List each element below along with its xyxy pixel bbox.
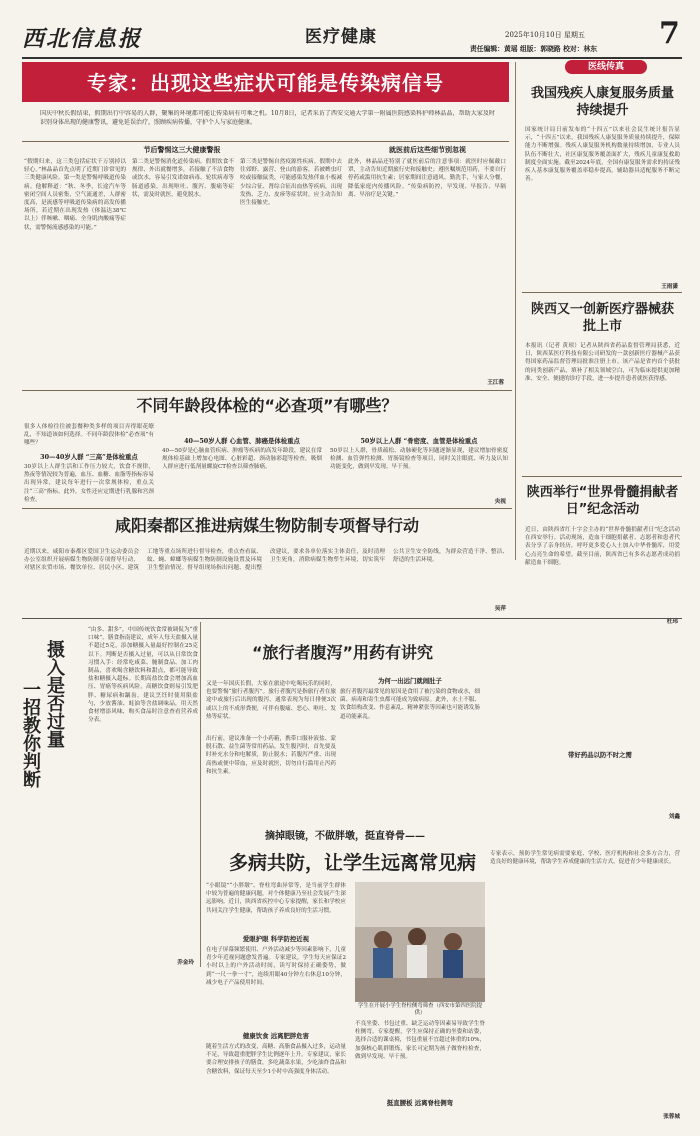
stroke-vertical-title2: 摄入是否过量: [44, 640, 65, 748]
stroke-body-right: “由多、甜多”，中国传统饮食常被调侃为“重口味”。膳食指南建议，成年人每天盐摄入量不超过5克，添加糖摄入量最好控制在25克以下。判断是否摄入过量，可以从日常饮食习惯入手：经常吃咸菜、腌制食品、加工肉制品，喜欢喝含糖饮料和甜点，都可能导致盐和糖摄入超标。长期高盐饮食会增加高血压、胃癌等疾病风险，高糖饮食则易引发肥胖、糖尿病和龋齿。建议烹饪时使用限盐勺，少放酱油、蚝油等含盐调味品，用天然食材增添风味，购买食品时注意查看营养成分表。: [88, 627, 198, 724]
lead-intro-rule: [22, 141, 509, 142]
lead-col3: 第三类是警惕自然疫源性疾病。假期中去往郊野、露营、登山的游客，若被蜱虫叮咬或接触鼠类，可能感染发热伴血小板减少综合征、肾综合征出血热等疾病，出现发热、乏力、皮疹等症状时，应主动告知医生接触史。: [240, 159, 342, 207]
chronic-col5: 专家表示，预防学生常见病需要家庭、学校、医疗机构和社会多方合力，营造良好的健康环境，帮助学生养成健康的生活方式，促进青少年健康成长。: [490, 851, 680, 866]
chronic-author: 张蓉城: [663, 1114, 680, 1120]
chronic-title: 多病共防，让学生远离常见病: [228, 852, 476, 874]
exam-top-rule: [22, 390, 512, 391]
masthead-rule: [22, 57, 682, 59]
lead-col1: “假期归来，这三类包括症状千万别掉以轻心。”林晶晶首先点明了近期门诊常见的三类健康风险。第一类是警惕呼吸道传染病。他解释道：“秋、冬季，长途汽车等密闭空间人员密集，空气流通差，人群密度高，是流感等呼吸道传染病的高发传播场所。若近期在出现发热（体温达38℃以上）伴咳嗽、咽痛、全身肌肉酸痛等症状，需警惕流感感染的可能。”: [24, 159, 126, 231]
section-name: 医疗健康: [305, 27, 377, 47]
designer: 组版：郭晓路: [519, 45, 561, 53]
middle-section-rule: [22, 618, 682, 619]
proofreader: 校对：林东: [563, 45, 598, 53]
rc-article1-title: 我国残疾人康复服务质量持续提升: [530, 86, 674, 118]
travel-author: 刘鑫: [668, 814, 680, 820]
lead-sub2: 就医前后这些细节别忽视: [389, 145, 466, 154]
weekday: 星期五: [563, 31, 585, 39]
chronic-col1: “小眼镜”“小胖墩”、脊柱弯曲异常等，是当前学生群体中较为普遍的健康问题，对个体健康乃至社会发展产生深远影响。近日，陕西省疾控中心专家提醒，家长和学校应共同关注学生健康，帮助孩子养成良好的生活习惯。: [206, 883, 346, 914]
travel-title: “旅行者腹泻”用药有讲究: [251, 643, 434, 662]
exam-author: 央视: [494, 499, 506, 505]
rc-article1-body: 国家统计局日前发布的“十四五”以来社会民生统计报告显示，“十四五”以来，我国残疾人康复服务质量持续提升，保障能力不断增强。残疾人康复服务机构数量持续增加，专业人员队伍不断壮大，社区康复服务覆盖面扩大，残疾儿童康复救助制度全面实施。截至2024年底，全国有康复服务需求的持证残疾人基本康复服务覆盖率稳步提高，辅助器具适配服务不断完善。: [525, 127, 680, 183]
date: 2025年10月10日: [505, 31, 562, 39]
travel-sub1: 为何一出远门就闹肚子: [378, 677, 442, 685]
chronic-sub3: 挺直腰板 远离脊柱侧弯: [386, 1099, 454, 1107]
masthead: [0, 0, 700, 62]
stroke-body-bottom: [24, 850, 194, 960]
chronic-photo: [355, 882, 485, 1002]
exam-sub1: 30—40岁人群 “三高”是体检重点: [40, 453, 138, 461]
rc-article2-body: 本报讯（记者 黄琼）记者从陕西省药品监督管理局获悉，近日，陕西某医疗科技有限公司研发的一款创新医疗器械产品获得国家药品监督管理局批准注册上市。该产品是省内首个获批的同类创新产品，填补了相关领域空白，可为临床提供更加精准、安全、便捷的诊疗手段，进一步提升患者就医获得感。: [525, 343, 680, 382]
newspaper-logo: 西北信息报: [22, 26, 143, 52]
travel-col4: [486, 626, 680, 741]
rc-rule1: [522, 292, 682, 293]
page-number: 7: [659, 16, 680, 51]
exam-col2: 40—50岁是心脑血管疾病、肿瘤等疾病的高发年龄段，建议在常规体检基础上增加心电图、心脏彩超、颈动脉彩超等检查，吸烟人群应进行低剂量螺旋CT检查以筛查肺癌。: [162, 448, 322, 471]
exam-col1: 30岁以上人群生活和工作压力较大，饮食不规律，熬夜等情况较为普遍，血压、血糖、血脂等指标容易出现异常，建议每年进行一次常规体检，重点关注“三高”指标。此外，女性还应定期进行乳腺和宫颈检查。: [24, 464, 154, 503]
staff-line: [470, 43, 597, 53]
rc-article2-title: 陕西又一创新医疗器械获批上市: [530, 302, 674, 334]
rc-rule2: [522, 476, 682, 477]
exam-intro: 很多人体检往往被套餐种类多样的项目弄得眼花缭乱，不知道该如何选择。不同年龄段体检“必查项”有哪些？: [24, 424, 154, 447]
travel-col1: 又是一年国庆长假，大家在旅途中吃喝玩乐的同时，也要警惕“旅行者腹泻”。旅行者腹泻是指旅行者在旅途中或旅行后出现的腹泻，通常表现为每日排便3次或以上的不成形粪便，可伴有腹痛、恶心、呕吐、发热等症状。: [206, 681, 336, 720]
exam-col3: 50岁以上人群，骨质疏松、动脉硬化等问题逐渐显现，建议增加骨密度检测、血管弹性检测、胃肠镜检查等项目，同时关注眼底、听力及认知功能变化，做到早发现、早干预。: [330, 448, 508, 471]
chronic-photo-caption: 学生在开展小学生脊柱侧弯筛查（西安市第四医院提供）: [358, 1003, 482, 1016]
rc-article3-author: 杜玮: [666, 619, 678, 625]
chronic-sub1: 爱眼护眼 科学防控近视: [242, 935, 310, 943]
chronic-col4: 不良坐姿、书包过重、缺乏运动等因素易导致学生脊柱侧弯。专家提醒，学生应保持正确的坐姿和站姿，选择合适的课桌椅，书包重量不宜超过体重的10%，加强核心肌群锻炼，家长可定期为孩子做脊柱检查，做到早发现、早干预。: [355, 1021, 485, 1060]
exam-title: 不同年龄段体检的“必查项”有哪些？: [136, 396, 398, 415]
editor: 责任编辑：黄瑶: [470, 45, 518, 53]
chronic-col3: 随着生活方式的改变，高糖、高脂食品摄入过多，运动量不足，导致超重肥胖学生比例逐年上升。专家建议，家长要合理安排孩子的膳食，多吃蔬菜水果，少吃油炸食品和含糖饮料，保证每天至少1小时中高强度身体活动。: [206, 1044, 346, 1075]
chronic-col2: 在电子屏幕频繁使用、户外活动减少等因素影响下，儿童青少年近视问题愈发普遍。专家建议，学生每天应保证2小时以上的户外活动时间，读写时保持正确姿势，做到“一尺一拳一寸”，连续用眼40分钟左右休息10分钟，减少电子产品使用时间。: [206, 947, 346, 986]
xianyang-top-rule: [22, 508, 512, 509]
stroke-author: 乔金玲: [177, 960, 194, 966]
lead-intro: 国庆中秋长假结束，假期出行中容易的人群，聚集的环境都可能让传染病有可乘之机。10月8日，记者采访了西安交通大学第一附属医院感染科护师林晶晶，帮助大家及时识别身体出现的健康警讯，避免延误治疗，照顾疾病传播，守护个人与家庭健康。: [40, 110, 495, 126]
travel-col3: 出行前，建议准备一个小药箱，携带口服补液盐、蒙脱石散、益生菌等常用药品。发生腹泻时，首先要及时补充水分和电解质，防止脱水；若腹泻严重、出现高热或便中带血，应及时就医，切勿自行滥用止泻药和抗生素。: [206, 736, 336, 775]
lead-title-banner: [22, 62, 509, 102]
travel-sub2: 带好药品以防不时之需: [568, 751, 632, 759]
stroke-divider: [200, 622, 201, 967]
xianyang-author: 吴萍: [494, 606, 506, 612]
chronic-sub2: 健康饮食 远离肥胖危害: [242, 1032, 310, 1040]
stroke-vertical-title1: 一招教你判断: [20, 680, 41, 788]
exam-sub2: 40—50岁人群 心血管、肺癌是体检重点: [184, 437, 300, 445]
lead-title: 专家：出现这些症状可能是传染病信号: [87, 71, 444, 95]
lead-sub1: 节后警惕这三大健康警报: [143, 145, 221, 154]
xianyang-body: 近期以来，咸阳市秦都区爱国卫生运动委员会办公室组织开展病媒生物防制专项督导行动，对辖区农贸市场、餐饮单位、居民小区、建筑工地等重点场所进行督导检查，重点查看鼠、蚊、蝇、蟑螂等病媒生物防制设施设置及环境卫生整治情况。督导组现场指出问题、提出整改建议，要求各单位落实主体责任，及时清理卫生死角，消除病媒生物孳生环境，切实筑牢公共卫生安全防线，为群众营造干净、整洁、舒适的生活环境。: [24, 549, 508, 572]
classroom-photo-icon: [355, 882, 485, 1002]
date-line: [505, 30, 585, 40]
right-column-label: 医线传真: [565, 60, 647, 74]
travel-col2: 旅行者腹泻最常见的原因是食用了被污染的食物或水，细菌、病毒和寄生虫都可能成为致病原。此外，水土不服、饮食结构改变、作息紊乱、精神紧张等因素也可能诱发肠道功能紊乱。: [340, 689, 480, 720]
exam-sub3: 50岁以上人群 “骨密度、血管是体检重点: [360, 437, 478, 445]
xianyang-title: 咸阳秦都区推进病媒生物防制专项督导行动: [114, 516, 419, 535]
lead-right-divider: [515, 62, 516, 560]
lead-col2: 第二类是警惕消化道传染病。假期饮食不规律、外出就餐增多，若接触了不洁食物或饮水，容易引发诺如病毒、轮状病毒等肠道感染，出现呕吐、腹泻、腹痛等症状，需及时就医，避免脱水。: [132, 159, 234, 198]
rc-article3-body: 近日，由陕西省红十字会主办的“世界骨髓捐献者日”纪念活动在西安举行。活动现场，造血干细胞捐献者、志愿者和患者代表分享了亲身经历，呼吁更多爱心人士加入中华骨髓库，用爱心点亮生命的希望。截至目前，陕西省已有多名志愿者成功捐献造血干细胞。: [525, 527, 680, 566]
lead-col4: 此外，林晶晶还特别了就医前后的注意事项：就医时应佩戴口罩，主动告知近期旅行史和接触史；遵医嘱规范用药，不要自行停药或滥用抗生素；居家期间注意通风、勤洗手，与家人分餐，降低家庭内传播风险。“传染病防控，早发现、早报告、早隔离、早治疗是关键。”: [348, 159, 506, 198]
rc-article3-title: 陕西举行“世界骨髓捐献者日”纪念活动: [526, 485, 679, 517]
lead-author: 王江蓉: [487, 380, 504, 386]
chronic-kicker: 摘掉眼镜，不做胖墩，挺直脊骨——: [265, 831, 425, 842]
rc-article1-author: 王雨潇: [661, 284, 678, 290]
